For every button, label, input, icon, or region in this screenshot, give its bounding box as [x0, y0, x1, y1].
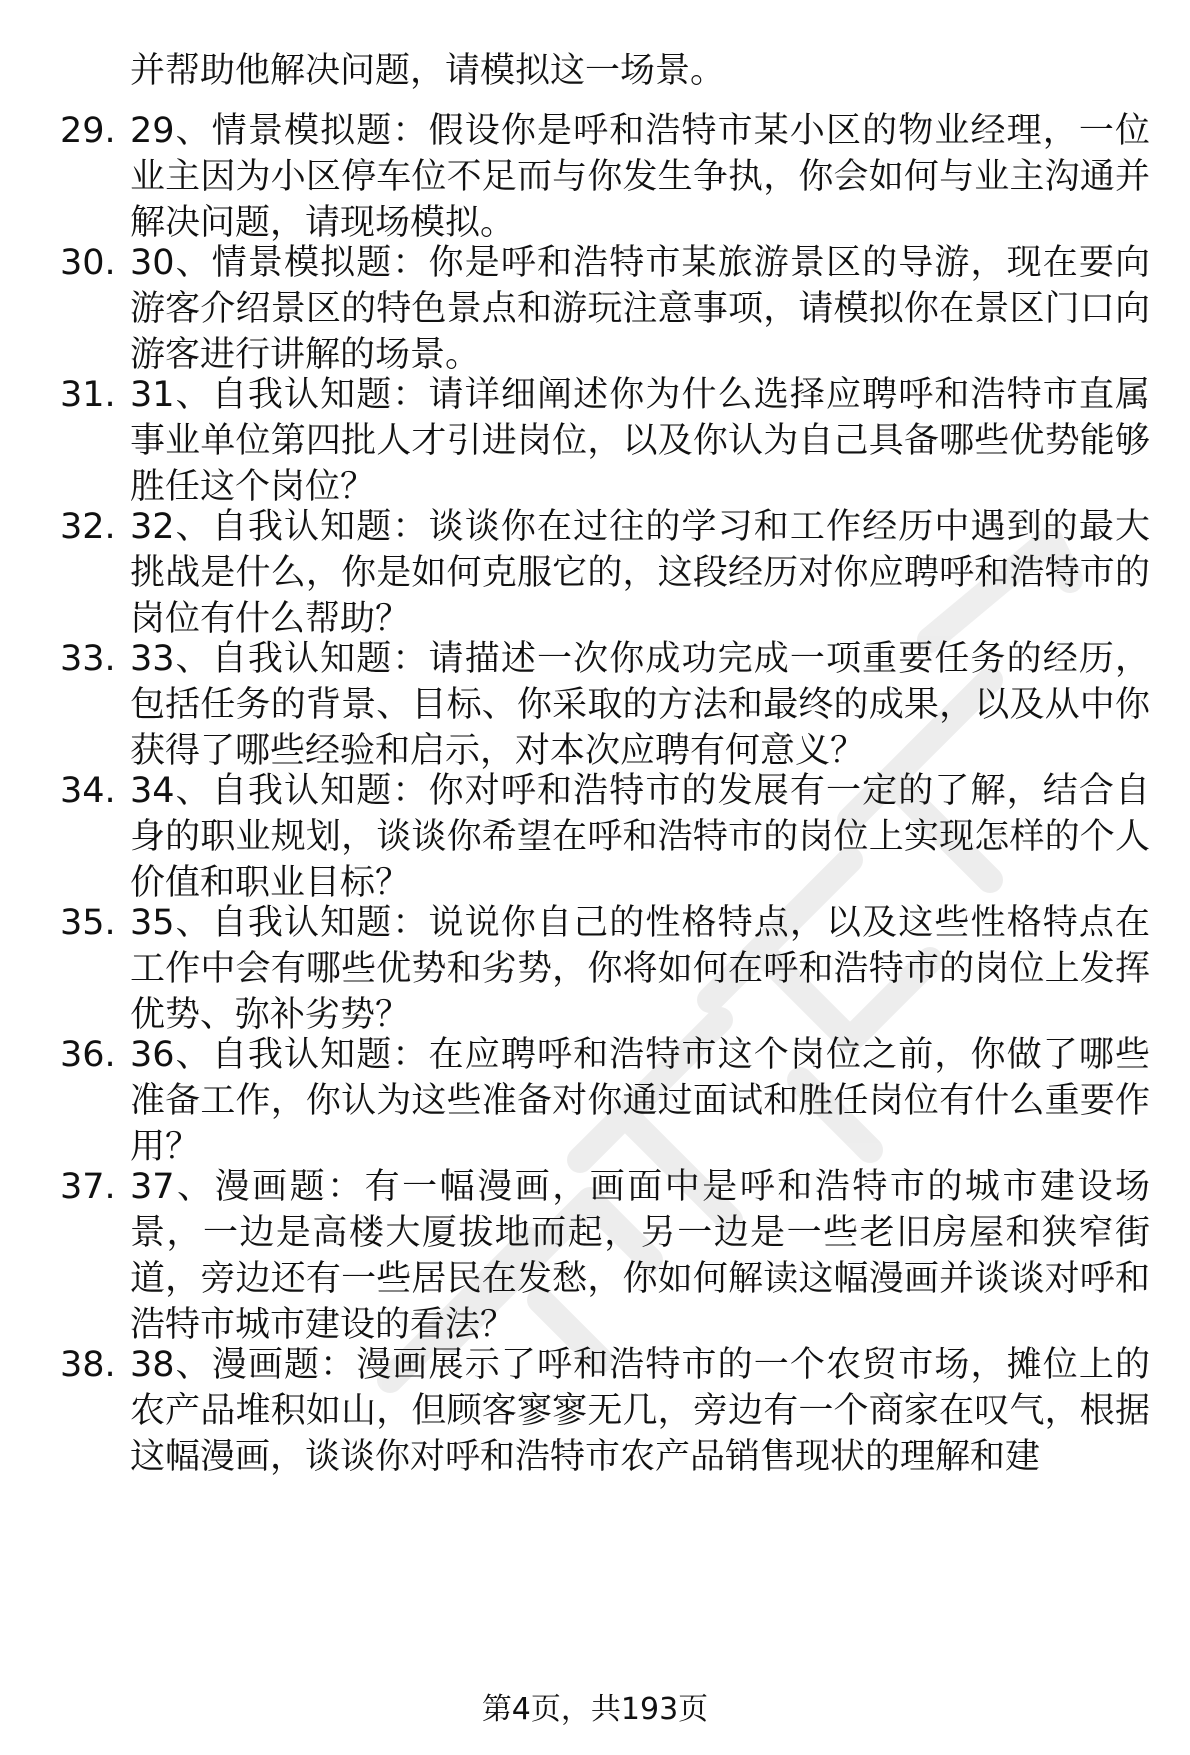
question-number: 33. [60, 639, 116, 679]
question-number: 38. [60, 1345, 116, 1385]
question-number: 30. [60, 243, 116, 283]
question-number: 37. [60, 1167, 116, 1207]
question-number: 31. [60, 375, 116, 415]
page-footer: 第4页，共193页 [481, 1692, 709, 1727]
question-number: 36. [60, 1035, 116, 1075]
question-text: 36、自我认知题：在应聘呼和浩特市这个岗位之前，你做了哪些准备工作，你认为这些准备对你通过面试和胜任岗位有什么重要作用？ [130, 1035, 1150, 1167]
question-text: 31、自我认知题：请详细阐述你为什么选择应聘呼和浩特市直属事业单位第四批人才引进岗位，以及你认为自己具备哪些优势能够胜任这个岗位？ [130, 375, 1150, 507]
question-text: 34、自我认知题：你对呼和浩特市的发展有一定的了解，结合自身的职业规划，谈谈你希望在呼和浩特市的岗位上实现怎样的个人价值和职业目标？ [130, 771, 1150, 903]
question-number: 35. [60, 903, 116, 943]
question-text: 37、漫画题：有一幅漫画，画面中是呼和浩特市的城市建设场景，一边是高楼大厦拔地而起，另一边是一些老旧房屋和狭窄街道，旁边还有一些居民在发愁，你如何解读这幅漫画并谈谈对呼和浩特市城市建设的看法？ [130, 1167, 1150, 1345]
question-text: 35、自我认知题：说说你自己的性格特点，以及这些性格特点在工作中会有哪些优势和劣势，你将如何在呼和浩特市的岗位上发挥优势、弥补劣势？ [130, 903, 1150, 1035]
question-text: 30、情景模拟题：你是呼和浩特市某旅游景区的导游，现在要向游客介绍景区的特色景点和游玩注意事项，请模拟你在景区门口向游客进行讲解的场景。 [130, 243, 1150, 375]
question-number: 34. [60, 771, 116, 811]
question-text: 38、漫画题：漫画展示了呼和浩特市的一个农贸市场，摊位上的农产品堆积如山，但顾客寥寥无几，旁边有一个商家在叹气，根据这幅漫画，谈谈你对呼和浩特市农产品销售现状的理解和建 [130, 1345, 1150, 1477]
question-text: 33、自我认知题：请描述一次你成功完成一项重要任务的经历，包括任务的背景、目标、你采取的方法和最终的成果，以及从中你获得了哪些经验和启示，对本次应聘有何意义？ [130, 639, 1150, 771]
question-text: 32、自我认知题：谈谈你在过往的学习和工作经历中遇到的最大挑战是什么，你是如何克服它的，这段经历对你应聘呼和浩特市的岗位有什么帮助？ [130, 507, 1150, 639]
intro-text: 并帮助他解决问题，请模拟这一场景。 [130, 51, 726, 91]
question-text: 29、情景模拟题：假设你是呼和浩特市某小区的物业经理，一位业主因为小区停车位不足而与你发生争执，你会如何与业主沟通并解决问题，请现场模拟。 [130, 111, 1150, 243]
question-number: 32. [60, 507, 116, 547]
question-number: 29. [60, 111, 116, 151]
